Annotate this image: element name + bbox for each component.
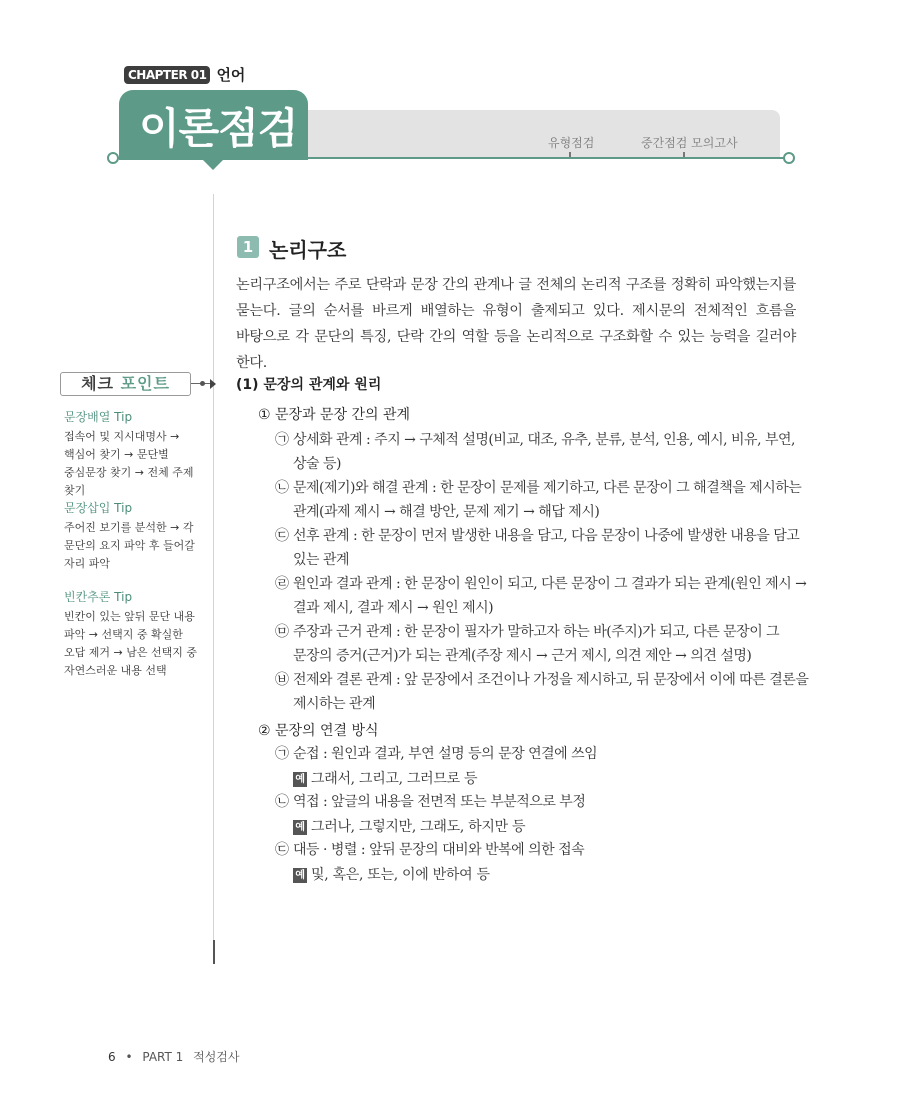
example-text: 및, 혹은, 또는, 이에 반하여 등 [311, 867, 490, 883]
item-marker: ㉢ [275, 528, 289, 544]
main-tab-title: 이론점검 [139, 104, 298, 153]
list-item [275, 620, 815, 668]
item-text: 전제와 결론 관계 : 앞 문장에서 조건이나 가정을 제시하고, 뒤 문장에서 이에 따른 결론을 제시하는 관계 [293, 672, 809, 712]
item-text: 상세화 관계 : 주지 → 구체적 설명(비교, 대조, 유추, 분류, 분석, 인용, 예시, 비유, 부연, 상술 등) [293, 432, 795, 472]
rule-end-dot [783, 152, 795, 164]
check-point-box [60, 372, 191, 396]
list-item [275, 742, 815, 766]
list-item [275, 572, 815, 620]
section-title: 논리구조 [269, 238, 347, 262]
chapter-header [124, 64, 245, 85]
item-marker: ㉠ [275, 432, 289, 448]
arrow-right-icon [210, 379, 216, 389]
section-intro: 논리구조에서는 주로 단락과 문장 간의 관계나 글 전체의 논리적 구조를 정확히 파악했는지를 묻는다. 글의 순서를 바르게 배열하는 유형이 출제되고 있다. 제시문의 전체적인 흐름을 바탕으로 각 문단의 특징, 단락 간의 역할 등을 논리적으로 구조화할 수 있는 능력을 길러야 한다. [236, 277, 796, 371]
item-text: 역접 : 앞글의 내용을 전면적 또는 부분적으로 부정 [293, 794, 586, 810]
page-number: 6 [108, 1050, 116, 1064]
item-marker: ㉥ [275, 672, 289, 688]
tip-title: 문장삽입 Tip [64, 501, 133, 515]
chapter-title: 언어 [216, 66, 246, 84]
list-item [275, 790, 815, 814]
list-item [275, 428, 815, 476]
example-line [293, 816, 525, 836]
tip-text: 주어진 보기를 분석한 → 각 문단의 요지 파악 후 들어갈 자리 파악 [64, 521, 195, 570]
list-item [275, 668, 815, 716]
item-marker: ㉣ [275, 576, 289, 592]
section-number: 1 [237, 236, 259, 258]
list-item [275, 524, 815, 572]
page-footer [108, 1048, 240, 1065]
list-item [275, 476, 815, 524]
tip-block [64, 408, 199, 500]
sub-heading: ① 문장과 문장 간의 관계 [258, 407, 411, 423]
example-badge: 예 [293, 772, 307, 787]
item-marker: ㉤ [275, 624, 289, 640]
item-text: 대등 · 병렬 : 앞뒤 문장의 대비와 반복에 의한 접속 [293, 842, 585, 858]
example-badge: 예 [293, 820, 307, 835]
connector-dot [200, 381, 205, 386]
item-marker: ㉠ [275, 746, 289, 762]
list-item [275, 838, 815, 862]
column-divider [213, 194, 214, 964]
column-divider-end [213, 940, 215, 964]
tip-block [64, 499, 199, 573]
item-marker: ㉡ [275, 480, 289, 496]
chapter-badge: CHAPTER 01 [124, 66, 210, 84]
check-point-label-b: 포인트 [120, 374, 170, 393]
tip-text: 접속어 및 지시대명사 → 핵심어 찾기 → 문단별 중심문장 찾기 → 전체 주제 찾기 [64, 430, 194, 497]
example-text: 그래서, 그리고, 그러므로 등 [311, 771, 478, 787]
item-marker: ㉢ [275, 842, 289, 858]
example-line [293, 864, 490, 884]
tip-text: 빈칸이 있는 앞뒤 문단 내용 파악 → 선택지 중 확실한 오답 제거 → 남은 선택지 중 자연스러운 내용 선택 [64, 610, 197, 677]
tip-title: 빈칸추론 Tip [64, 590, 133, 604]
sub-heading: ② 문장의 연결 방식 [258, 723, 379, 739]
item-marker: ㉡ [275, 794, 289, 810]
item-text: 순접 : 원인과 결과, 부연 설명 등의 문장 연결에 쓰임 [293, 746, 598, 762]
check-point-label-a: 체크 [81, 374, 114, 393]
tab-type-check[interactable]: 유형점검 [548, 136, 595, 150]
example-badge: 예 [293, 868, 307, 883]
item-text: 선후 관계 : 한 문장이 먼저 발생한 내용을 담고, 다음 문장이 나중에 발생한 내용을 담고 있는 관계 [293, 528, 800, 568]
item-text: 원인과 결과 관계 : 한 문장이 원인이 되고, 다른 문장이 그 결과가 되는 관계(원인 제시 → 결과 제시, 결과 제시 → 원인 제시) [293, 576, 807, 616]
tip-title: 문장배열 Tip [64, 410, 133, 424]
tab-midterm-mock[interactable]: 중간점검 모의고사 [641, 136, 738, 150]
rule-end-dot [107, 152, 119, 164]
item-text: 문제(제기)와 해결 관계 : 한 문장이 문제를 제기하고, 다른 문장이 그 해결책을 제시하는 관계(과제 제시 → 해결 방안, 문제 제기 → 해답 제시) [293, 480, 802, 520]
tip-block [64, 588, 199, 680]
subsection-heading: (1) 문장의 관계와 원리 [236, 377, 382, 393]
item-text: 주장과 근거 관계 : 한 문장이 필자가 말하고자 하는 바(주지)가 되고, 다른 문장이 그 문장의 증거(근거)가 되는 관계(주장 제시 → 근거 제시, 의견 제안 → 의견 설명) [293, 624, 780, 664]
part-label: PART 1 [142, 1050, 184, 1064]
part-title: 적성검사 [193, 1050, 240, 1064]
footer-bullet: • [125, 1050, 133, 1064]
example-line [293, 768, 477, 788]
main-tab-pointer [201, 158, 225, 170]
example-text: 그러나, 그렇지만, 그래도, 하지만 등 [311, 819, 526, 835]
